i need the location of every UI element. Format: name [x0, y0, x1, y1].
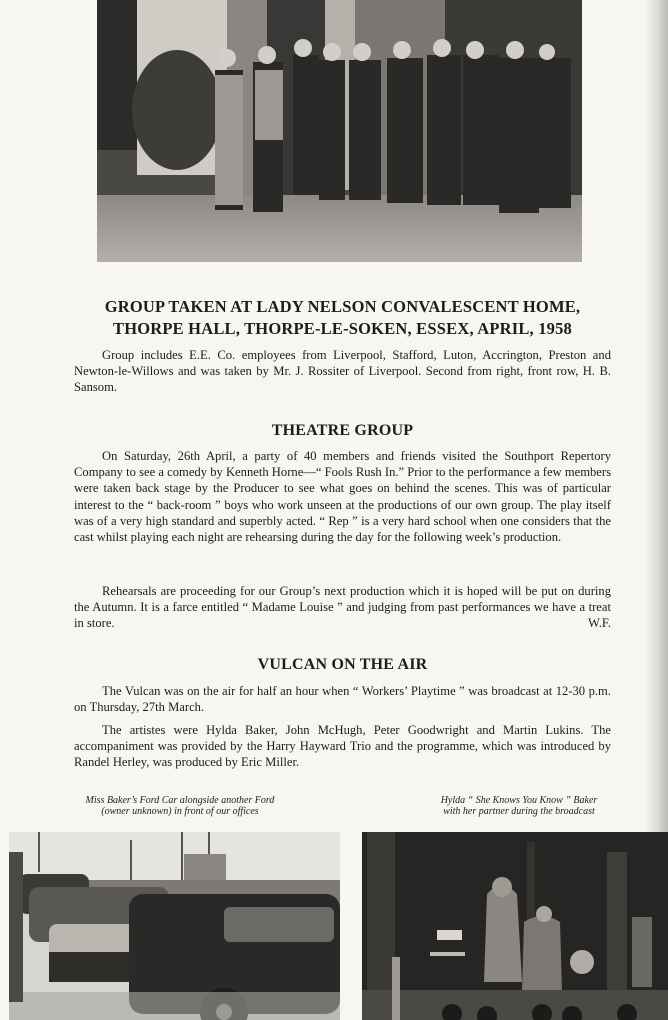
- stage-caption-line-2: with her partner during the broadcast: [443, 806, 595, 817]
- heading-line-2: THORPE HALL, THORPE-LE-SOKEN, ESSEX, APRIL, 1958: [112, 319, 572, 338]
- theatre-paragraph-2: [74, 583, 611, 632]
- vulcan-heading: VULCAN ON THE AIR: [257, 656, 428, 673]
- cars-caption-line-1: Miss Baker’s Ford Car alongside another Ford: [85, 795, 275, 806]
- stage-photo: [362, 832, 668, 1020]
- cars-photo: [9, 832, 340, 1020]
- heading-line-1: GROUP TAKEN AT LADY NELSON CONVALESCENT HOME,: [104, 297, 581, 316]
- group-photo-heading: [70, 296, 615, 340]
- theatre-group-heading: THEATRE GROUP: [271, 422, 414, 439]
- cars-caption-line-2: (owner unknown) in front of our offices: [101, 806, 259, 817]
- theatre-paragraph-2-text: Rehearsals are proceeding for our Group’s next production which it is hoped will be put on during the Autumn. It is a farce entitled “ Madame Louise ” and judging from past performances we have a treat in store.: [74, 584, 611, 631]
- author-signature: W.F.: [587, 616, 611, 631]
- cars-caption: [40, 795, 320, 817]
- stage-caption-line-1: Hylda “ She Knows You Know ” Baker: [440, 795, 598, 806]
- stage-caption: [388, 795, 650, 817]
- group-photo-description: Group includes E.E. Co. employees from Liverpool, Stafford, Luton, Accrington, Preston and Newton-le-Willows and was taken by Mr. J. Rossiter of Liverpool. Second from right, front row, H. B. Sansom.: [74, 348, 611, 395]
- theatre-paragraph-1: On Saturday, 26th April, a party of 40 members and friends visited the Southport Repertory Company to see a comedy by Kenneth Horne—“ Fools Rush In.” Prior to the performance a few members were taken back stage by the Producer to see what goes on behind the scenes. This was of particular interest to the “ back-room ” boys who work unseen at the productions of our own group. The play itself was of a very high standard and superbly acted. “ Rep ” is a very hard school when one considers that the cast whilst playing each night are rehearsing during the day for the following week’s production.: [74, 449, 611, 545]
- vulcan-paragraph-1: The Vulcan was on the air for half an hour when “ Workers’ Playtime ” was broadcast at 12-30 p.m. on Thursday, 27th March.: [74, 684, 611, 715]
- vulcan-paragraph-2: The artistes were Hylda Baker, John McHugh, Peter Goodwright and Martin Lukins. The accompaniment was provided by the Harry Hayward Trio and the programme, which was introduced by Randel Herley, was produced by Eric Miller.: [74, 723, 611, 770]
- group-photo: [97, 0, 582, 262]
